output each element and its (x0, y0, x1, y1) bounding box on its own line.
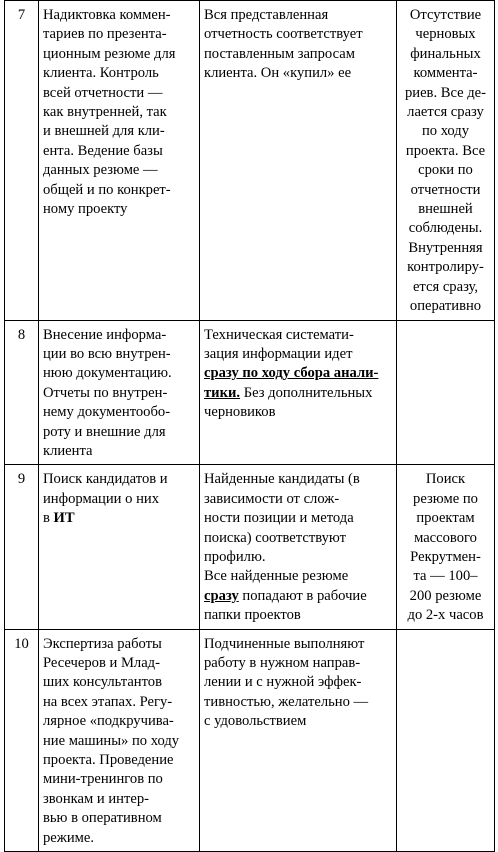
bold-text: ИТ (53, 510, 75, 527)
row-number: 9 (5, 465, 39, 629)
row-number: 10 (5, 629, 39, 851)
text-line: работу в нужном направ- (204, 655, 361, 671)
table-row (5, 629, 495, 851)
text-line: на всех этапах. Регу- (43, 693, 173, 710)
text-line: Найденные кандидаты (в (204, 471, 360, 488)
criteria-cell (397, 629, 495, 851)
text-line: Поиск (425, 471, 466, 488)
task-cell (39, 1, 200, 321)
text-line: по ходу (421, 123, 470, 140)
text-line: ется сразу, (412, 278, 479, 295)
text-line: Техническая системати- (204, 326, 354, 343)
result-cell (200, 629, 397, 851)
text-line: звонкам и интер- (43, 790, 149, 807)
text-line: клиента. Контроль (43, 65, 159, 82)
text-line (43, 509, 195, 528)
text-line (204, 364, 392, 383)
text-line: финальных (410, 45, 481, 62)
table-row (5, 1, 495, 321)
text-line: тивностью, желательно — (204, 693, 369, 710)
result-cell (200, 1, 397, 321)
text-line: вью в оперативном (43, 810, 162, 827)
text-line: сроки по (418, 162, 473, 179)
results-table (4, 0, 495, 852)
text-line: ших консультантов (43, 674, 162, 691)
text-line: лярное «подкручива- (43, 713, 174, 730)
text-line: лении и с нужной эффек- (204, 674, 362, 691)
text-line: ента. Ведение базы (43, 142, 163, 159)
text-line: соблюдены. (408, 220, 483, 237)
text-line: контролиру- (407, 259, 484, 276)
task-cell (39, 320, 200, 465)
plain-text: в (43, 510, 54, 527)
text-line: зависимости от слож- (204, 490, 340, 507)
plain-text: Без дополнительных (240, 384, 373, 401)
text-line (204, 587, 392, 606)
text-line: Отсутствие (409, 7, 482, 23)
table-row (5, 465, 495, 629)
text-line: как внутренней, так (43, 104, 167, 121)
plain-text: попадают в рабочие (238, 587, 367, 604)
text-line: Все найденные резюме (204, 568, 349, 585)
text-line: поставленным запросам (204, 45, 355, 62)
emphasis-text: сразу по ходу сбора анали- (204, 365, 379, 382)
text-line: Вся представленная (204, 7, 329, 23)
text-line: черновиков (204, 404, 276, 421)
emphasis-text: сразу (204, 587, 239, 604)
text-line: отчетности (410, 181, 481, 198)
text-line: массового (414, 529, 477, 546)
text-line: проектам (416, 510, 475, 527)
text-line: зация информации идет (204, 345, 353, 362)
emphasis-text: тики. (204, 384, 241, 401)
text-line: внешней (418, 201, 473, 218)
result-cell (200, 465, 397, 629)
row-number: 8 (5, 320, 39, 465)
text-line: Экспертиза работы (43, 635, 162, 652)
text-line: Поиск кандидатов и (43, 471, 168, 488)
criteria-cell (397, 465, 495, 629)
text-line: 200 резюме (409, 587, 482, 604)
text-line: профилю. (204, 548, 266, 565)
text-line: клиента (43, 442, 93, 459)
text-line: клиента. Он «купил» ее (204, 65, 352, 82)
text-line: всей отчетности — (43, 84, 163, 101)
text-line: та — 100– (413, 568, 478, 585)
text-line: резюме по (413, 490, 478, 507)
task-cell (39, 465, 200, 629)
text-line: ционным резюме для (43, 45, 176, 62)
text-line: Внесение информа- (43, 326, 167, 343)
text-line: и внешней для кли- (43, 123, 165, 140)
text-line: данных резюме — (43, 162, 158, 179)
text-line: проекта. Проведение (43, 752, 174, 769)
text-line: поиска) соответствуют (204, 529, 346, 546)
text-line: информации о них (43, 490, 160, 507)
text-line: роту и внешние для (43, 423, 166, 440)
table-row (5, 320, 495, 465)
text-line: мини-тренингов по (43, 771, 163, 788)
text-line: общей и по конкрет- (43, 181, 171, 198)
text-line: Надиктовка коммен- (43, 7, 171, 23)
text-line: до 2-х часов (407, 607, 484, 624)
text-line: лается сразу (407, 104, 484, 121)
text-line: ности позиции и метода (204, 510, 354, 527)
text-line: ному проекту (43, 201, 128, 218)
task-cell (39, 629, 200, 851)
text-line: ние машины» по ходу (43, 732, 180, 749)
row-number: 7 (5, 1, 39, 321)
text-line: Отчеты по внутрен- (43, 384, 168, 401)
text-line: нему документообо- (43, 404, 171, 421)
text-line: риев. Все де- (404, 84, 487, 101)
text-line: Рекрутмен- (410, 548, 481, 565)
text-line: с удовольствием (204, 713, 307, 730)
text-line: отчетность соответствует (204, 26, 363, 43)
criteria-cell (397, 320, 495, 465)
text-line: Подчиненные выполняют (204, 635, 365, 652)
text-line: режиме. (43, 829, 95, 846)
text-line: Ресечеров и Млад- (43, 655, 160, 671)
result-cell (200, 320, 397, 465)
text-line: проекта. Все (405, 142, 486, 159)
text-line: тариев по презента- (43, 26, 167, 43)
text-line: Внутренняя (408, 239, 483, 256)
text-line: ции во всю внутрен- (43, 345, 171, 362)
text-line: нюю документацию. (43, 365, 172, 382)
criteria-cell (397, 1, 495, 321)
text-line: коммента- (413, 65, 478, 82)
text-line: оперативно (409, 298, 482, 315)
text-line: папки проектов (204, 607, 301, 624)
text-line (204, 384, 392, 403)
text-line: черновых (415, 26, 476, 43)
